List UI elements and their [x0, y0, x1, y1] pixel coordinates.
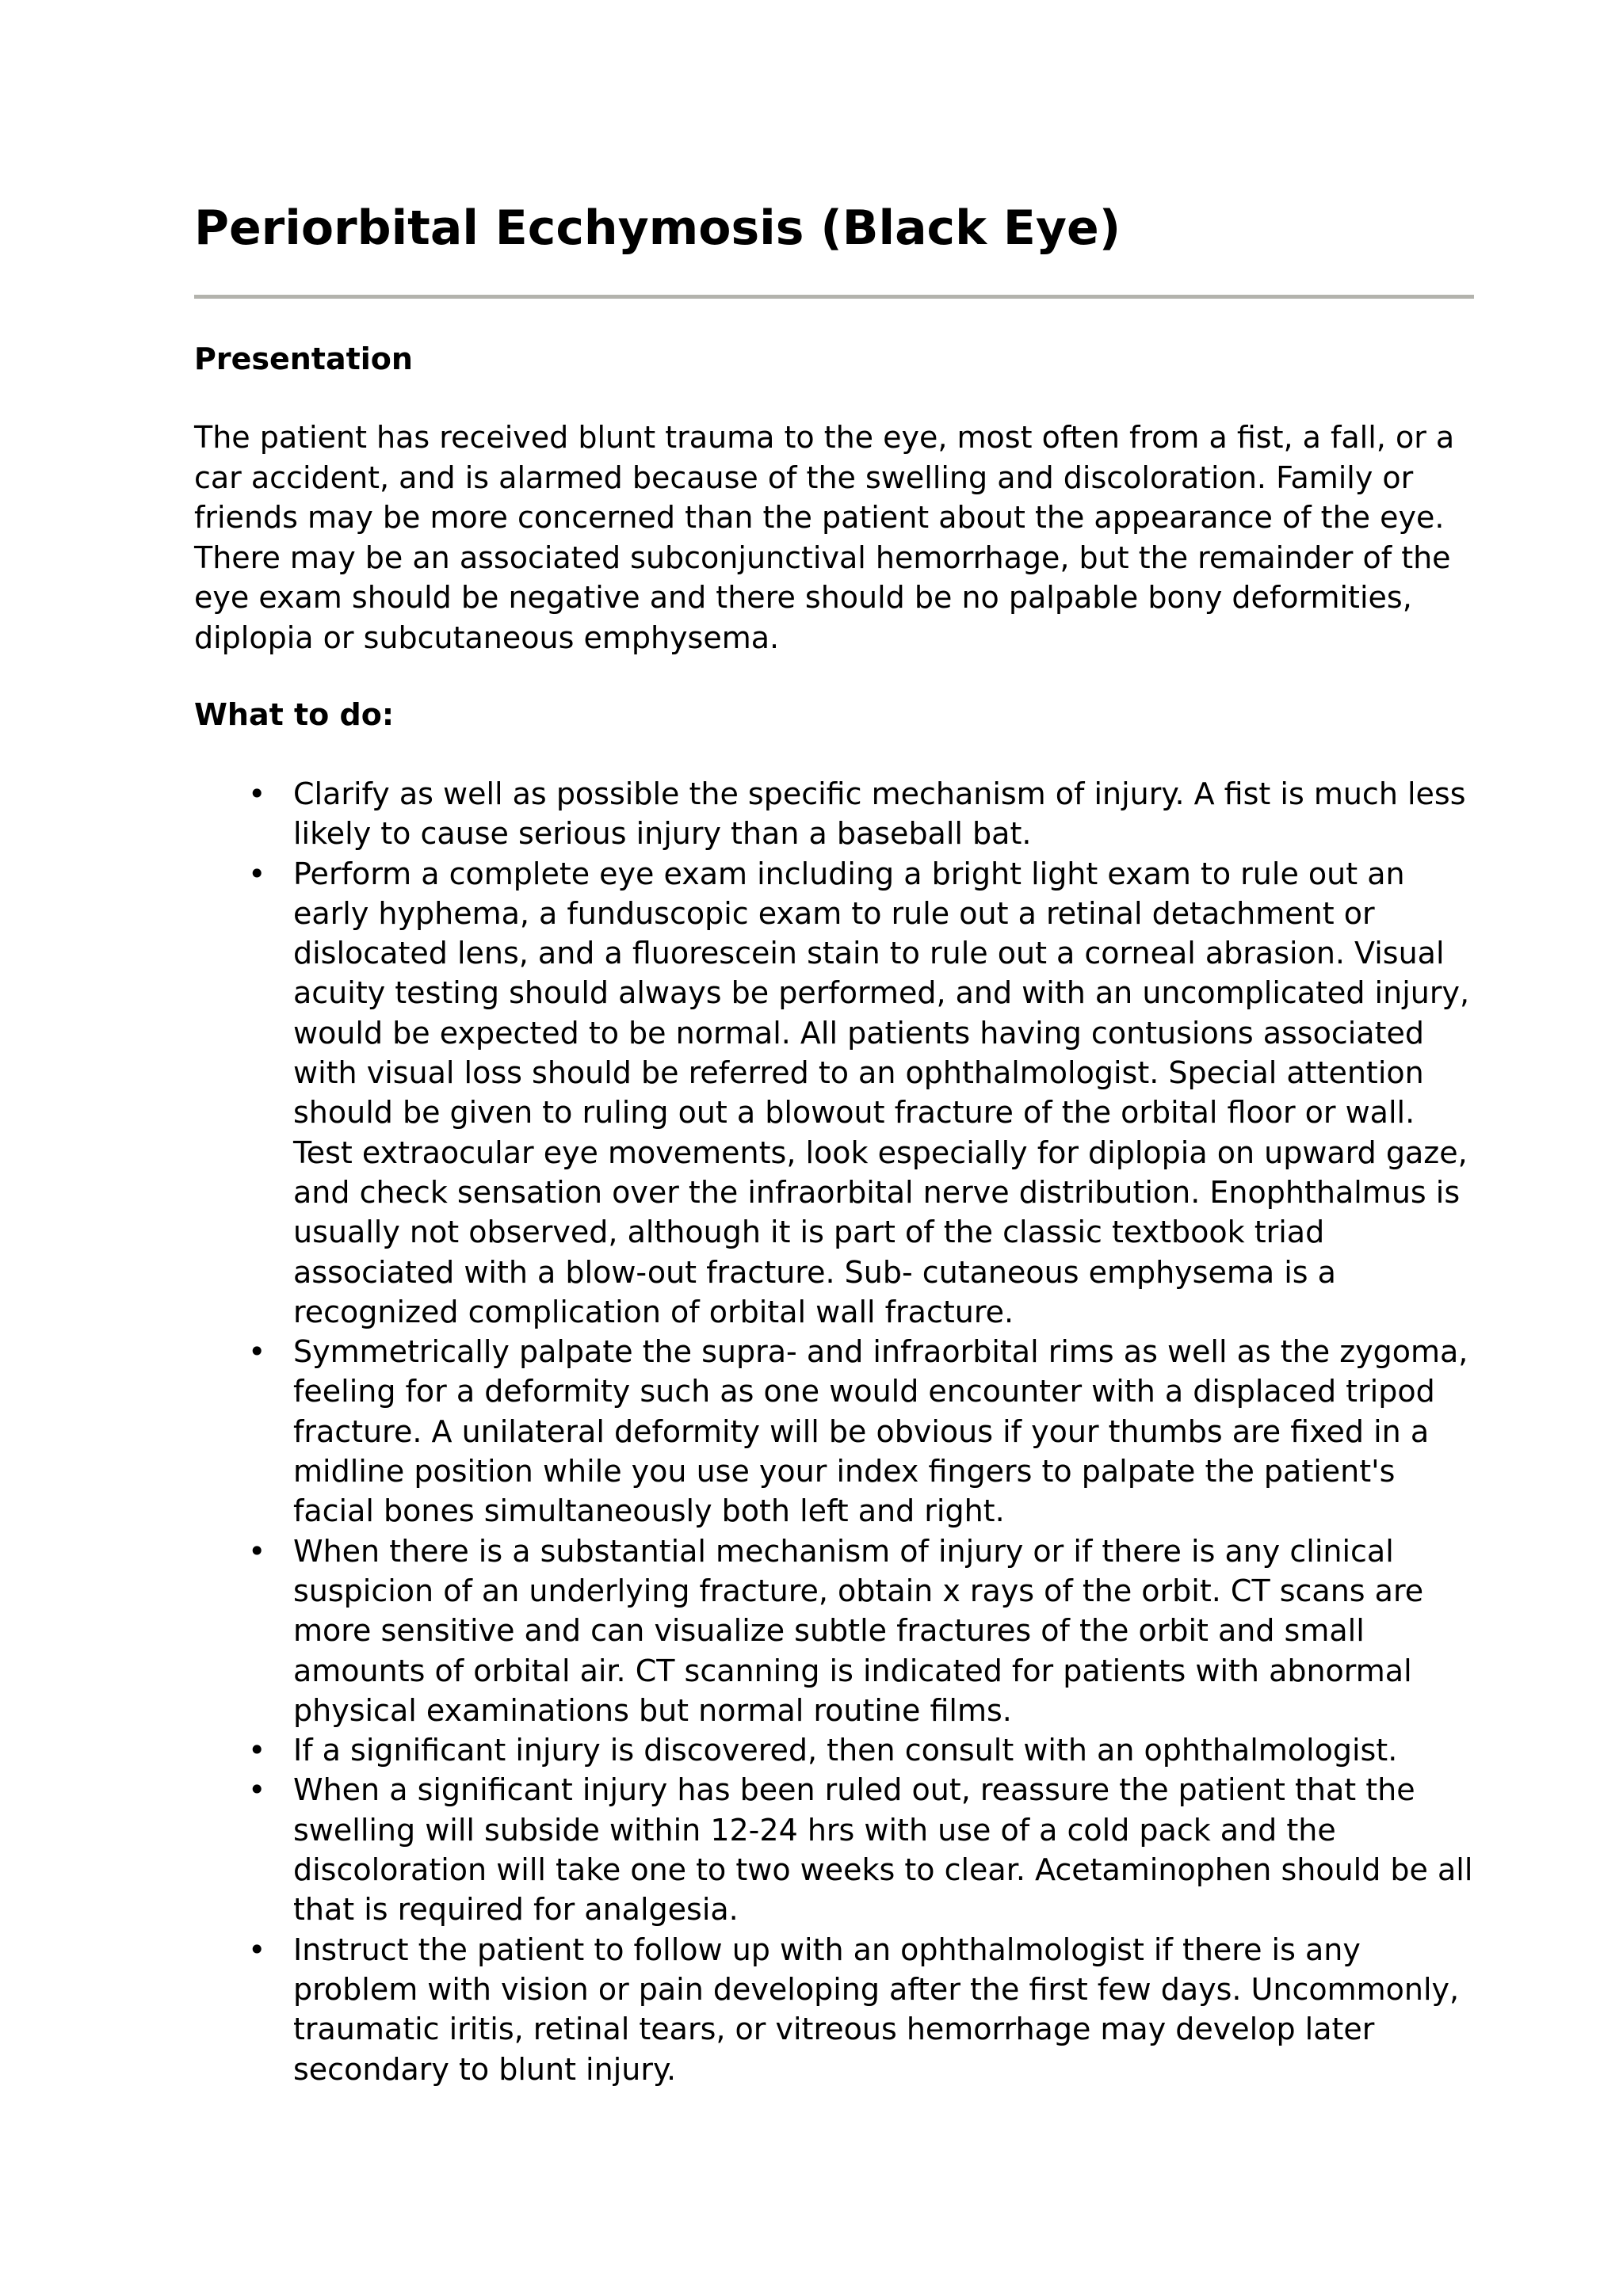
bullet-icon: • — [248, 776, 266, 811]
bullet-icon: • — [248, 1932, 266, 1967]
list-item — [194, 1531, 1474, 1730]
page-title: Periorbital Ecchymosis (Black Eye) — [194, 200, 1121, 256]
list-item — [194, 1930, 1474, 2089]
list-item-text: If a significant injury is discovered, then consult with an ophthalmologist. — [293, 1733, 1398, 1768]
bullet-icon: • — [248, 1533, 266, 1569]
presentation-heading: Presentation — [194, 341, 413, 376]
bullet-icon: • — [248, 856, 266, 891]
title-divider — [194, 295, 1474, 299]
what-to-do-heading: What to do: — [194, 697, 395, 732]
list-item-text: Clarify as well as possible the specific mechanism of injury. A fist is much less likely to cause serious injury than a baseball bat. — [293, 776, 1466, 852]
list-item-text: When a significant injury has been ruled out, reassure the patient that the swelling will subside within 12-24 hrs with use of a cold pack and the discoloration will take one to two weeks to clear. Acetaminophen should be all that is required for analgesia. — [293, 1772, 1473, 1928]
list-item — [194, 1730, 1474, 1770]
bullet-icon: • — [248, 1334, 266, 1370]
list-item — [194, 774, 1474, 854]
list-item-text: When there is a substantial mechanism of injury or if there is any clinical suspicion of an underlying fracture, obtain x rays of the orbit. CT scans are more sensitive and can visualize subtle fractures of the orbit and small amounts of orbital air. CT scanning is indicated for patients with abnormal physical examinations but normal routine films. — [293, 1533, 1424, 1728]
bullet-icon: • — [248, 1733, 266, 1768]
list-item-text: Instruct the patient to follow up with an ophthalmologist if there is any problem with vision or pain developing after the first few days. Uncommonly, traumatic iritis, retinal tears, or vitreous hemorrhage may develop later secondary to blunt injury. — [293, 1932, 1460, 2087]
list-item — [194, 1332, 1474, 1531]
list-item-text: Symmetrically palpate the supra- and infraorbital rims as well as the zygoma, feeling for a deformity such as one would encounter with a displaced tripod fracture. A unilateral deformity will be obvious if your thumbs are fixed in a midline position while you use your index fingers to palpate the patient's facial bones simultaneously both left and right. — [293, 1334, 1468, 1529]
list-item-text: Perform a complete eye exam including a bright light exam to rule out an early hyphema, a funduscopic exam to rule out a retinal detachment or dislocated lens, and a fluorescein stain to rule out a corneal abrasion. Visual acuity testing should always be performed, and with an uncomplicated injury, would be expected to be normal. All patients having contusions associated with visual loss should be referred to an ophthalmologist. Special attention should be given to ruling out a blowout fracture of the orbital floor or wall. Test extraocular eye movements, look especially for diplopia on upward gaze, and check sensation over the infraorbital nerve distribution. Enophthalmus is usually not observed, although it is part of the classic textbook triad associated with a blow-out fracture. Sub- cutaneous emphysema is a recognized complication of orbital wall fracture. — [293, 856, 1470, 1329]
presentation-paragraph: The patient has received blunt trauma to the eye, most often from a fist, a fall, or a car accident, and is alarmed because of the swelling and discoloration. Family or friends may be more concerned than the patient about the appearance of the eye. There may be an associated subconjunctival hemorrhage, but the remainder of the eye exam should be negative and there should be no palpable bony deformities, diplopia or subcutaneous emphysema. — [194, 420, 1455, 655]
what-to-do-list — [194, 774, 1474, 2089]
list-item — [194, 854, 1474, 1333]
list-item — [194, 1770, 1474, 1929]
bullet-icon: • — [248, 1772, 266, 1808]
